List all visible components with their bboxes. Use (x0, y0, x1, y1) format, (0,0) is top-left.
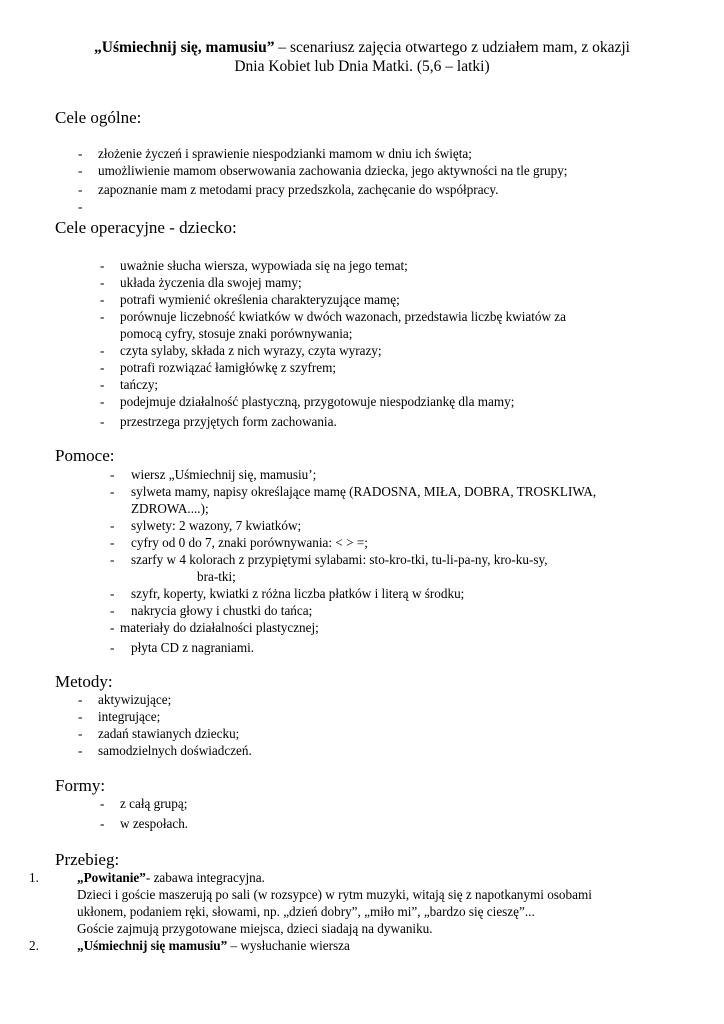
list-item: - umożliwienie mamom obserwowania zachowania dziecka, jego aktywności na tle grupy; (78, 163, 568, 178)
list-item-continuation: pomocą cyfry, stosuje znaki porównywania; (120, 326, 353, 341)
list-item: - zadań stawianych dziecku; (78, 726, 240, 741)
list-item-continuation: ZDROWA....); (131, 501, 209, 516)
heading-metody: Metody: (55, 672, 113, 691)
list-item: - porównuje liczebność kwiatków w dwóch wazonach, przedstawia liczbę kwiatów za (100, 309, 567, 324)
list-cele-operacyjne (100, 257, 566, 430)
title-bold: „Uśmiechnij się, mamusiu” (94, 39, 275, 56)
list-item: - cyfry od 0 do 7, znaki porównywania: < > =; (110, 535, 368, 550)
title-line-2: Dnia Kobiet lub Dnia Matki. (5,6 – latki) (234, 58, 490, 75)
list-item: - integrujące; (78, 709, 161, 724)
list-item: - przestrzega przyjętych form zachowania. (100, 414, 337, 429)
list-item: - złożenie życzeń i sprawienie niespodzianki mamom w dniu ich święta; (78, 146, 472, 161)
list-item: - potrafi rozwiązać łamigłówkę z szyfrem; (100, 360, 337, 375)
list-item-continuation: bra-tki; (197, 569, 236, 584)
list-item: - zapoznanie mam z metodami pracy przedszkola, zachęcanie do współpracy. (78, 182, 499, 197)
list-metody (78, 691, 252, 759)
list-item: - w zespołach. (100, 816, 189, 831)
list-item: - płyta CD z nagraniami. (110, 640, 255, 655)
list-item: - sylwety: 2 wazony, 7 kwiatków; (110, 518, 302, 533)
list-item: - sylweta mamy, napisy określające mamę (RADOSNA, MIŁA, DOBRA, TROSKLIWA, (110, 484, 597, 499)
list-item: - z całą grupą; (100, 796, 188, 811)
heading-przebieg: Przebieg: (55, 850, 120, 869)
list-item: - nakrycia głowy i chustki do tańca; (110, 603, 313, 618)
list-item: - układa życzenia dla swojej mamy; (100, 275, 302, 290)
list-item: - podejmuje działalność plastyczną, przygotowuje niespodziankę dla mamy; (100, 394, 515, 409)
heading-pomoce: Pomoce: (55, 446, 115, 465)
list-item: - szarfy w 4 kolorach z przypiętymi sylabami: sto-kro-tki, tu-li-pa-ny, kro-ku-sy, (110, 552, 548, 567)
heading-formy: Formy: (55, 776, 106, 795)
list-item: - (78, 199, 83, 214)
list-item: - potrafi wymienić określenia charakteryzujące mamę; (100, 292, 400, 307)
list-item: - szyfr, koperty, kwiatki z różna liczba płatków i literą w środku; (110, 586, 465, 601)
list-cele-ogolne (78, 145, 567, 215)
list-item: - wiersz „Uśmiechnij się, mamusiu’; (110, 467, 317, 482)
list-formy (100, 795, 188, 832)
list-item: - samodzielnych doświadczeń. (78, 743, 252, 758)
list-item: - tańczy; (100, 377, 159, 392)
list-item: - uważnie słucha wiersza, wypowiada się na jego temat; (100, 258, 408, 273)
list-item: - aktywizujące; (78, 692, 172, 707)
heading-cele-operacyjne: Cele operacyjne - dziecko: (55, 218, 237, 237)
document-page: „Uśmiechnij się, mamusiu” – scenariusz zajęcia otwartego z udziałem mam, z okazji Dnia Kobiet lub Dnia Matki. (5,6 – latki) Cele ogólne: - złożenie życzeń i sprawienie niespodzianki mamom w dniu ich święta; - umożliwienie mamom obserwowania zachowania dziecka, jego aktywności na tle grupy; - zapoznanie mam z metodami pracy przedszkola, zachęcanie do współpracy. - Cele operacyjne - dziecko: - uważnie słucha wiersza, wypowiada się na jego temat; - układa życzenia dla swojej mamy; - potrafi wymienić określenia charakteryzujące mamę; - porównuje liczebność kwiatków w dwóch wazonach, przedstawia liczbę kwiatów za pomocą cyfry, stosuje znaki porównywania; - czyta sylaby, składa z nich wyrazy, czyta wyrazy; - potrafi rozwiązać łamigłówkę z szyfrem; - tańczy; - podejmuje działalność plastyczną, przygotowuje niespodziankę dla mamy; - przestrzega przyjętych form zachowania. Pomoce: - wiersz „Uśmiechnij się, mamusiu’; - sylweta mamy, napisy określające mamę (RADOSNA, MIŁA, DOBRA, TROSKLIWA, ZDROWA....); - sylwety: 2 wazony, 7 kwiatków; - cyfry od 0 do 7, znaki porównywania: < > =; - szarfy w 4 kolorach z przypiętymi sylabami: sto-kro-tki, tu-li-pa-ny, kro-ku-sy, bra-tki; - szyfr, koperty, kwiatki z różna liczba płatków i literą w środku; - nakrycia głowy i chustki do tańca; - materiały do działalności plastycznej; - płyta CD z nagraniami. Metody: - aktywizujące; - integrujące; - zadań stawianych dziecku; - samodzielnych doświadczeń. Formy: - z całą grupą; - w zespołach. Przebieg: 1. „Powitanie”- zabawa integracyjna. Dzieci i goście maszerują po sali (w rozsypce) w rytm muzyki, witają się z napotkanymi osobami ukłonem, podaniem ręki, słowami, np. „dzień dobry”, „miło mi”, „bardzo się cieszę”... Goście zajmują przygotowane miejsca, dzieci siadają na dywaniku. 2. „Uśmiechnij się mamusiu” – wysłuchanie wiersza (0, 0, 724, 1024)
list-pomoce (110, 466, 596, 656)
title-rest: – scenariusz zajęcia otwartego z udziałem mam, z okazji (274, 39, 630, 56)
list-item: - czyta sylaby, składa z nich wyrazy, czyta wyrazy; (100, 343, 382, 358)
document-title (40, 38, 684, 76)
heading-cele-ogolne: Cele ogólne: (55, 108, 142, 127)
list-item: - materiały do działalności plastycznej; (110, 620, 319, 635)
